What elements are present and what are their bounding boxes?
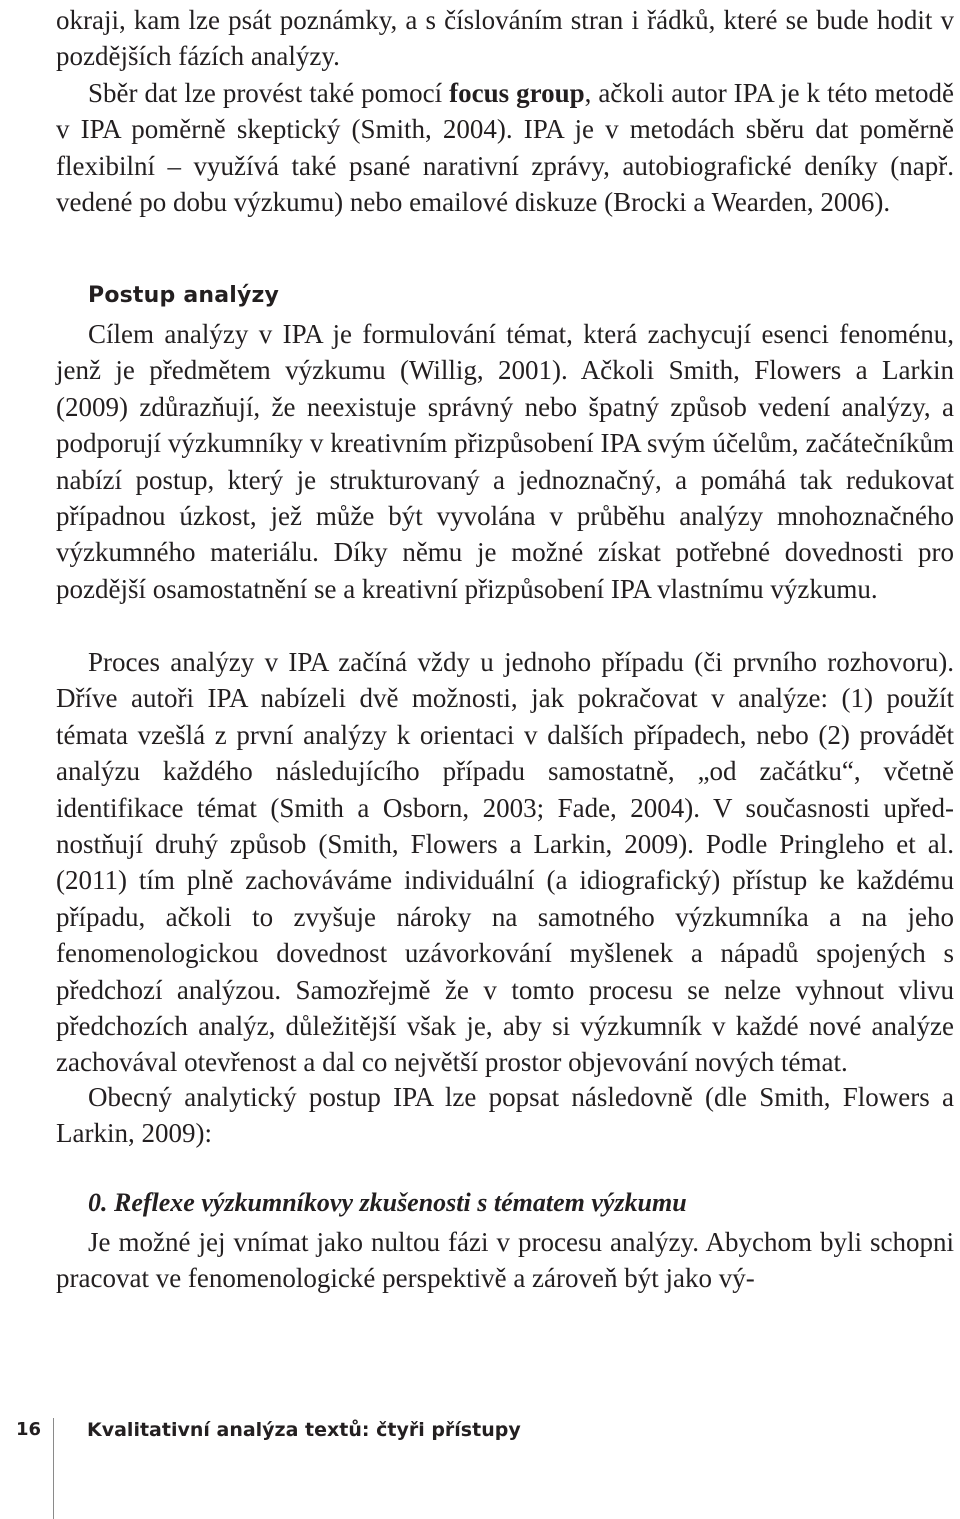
paragraph-6: Je možné jej vnímat jako nultou fázi v procesu analýzy. Abychom byli schopni pracovat ve fenomenologické perspektivě a zároveň být jako vý-	[56, 1227, 954, 1294]
step-zero-heading: 0. Reflexe výzkumníkovy zkušenosti s tématem výzkumu	[88, 1188, 687, 1217]
paragraph-3: Cílem analýzy v IPA je formulování témat, která zachycují esenci fenoménu, jenž je předmětem výzkumu (Willig, 2001). Ačkoli Smith, Flowers a Larkin (2009) zdůrazňují, že neexistuje správný nebo špatný způsob vedení analýzy, a podporují výzkumníky v kreativním přizpůsobení IPA svým účelům, začátečníkům nabízí postup, který je strukturovaný a jednoznačný, a pomáhá tak redukovat případnou úzkost, jež může být vyvolána v průběhu analýzy mnohoznačného výzkumného materiálu. Díky němu je možné získat potřebné dovednosti pro pozdější osamostatnění se a kreativní přizpůsobení IPA vlastnímu výzkumu.	[56, 319, 954, 604]
footer-divider	[53, 1418, 54, 1519]
running-title: Kvalitativní analýza textů: čtyři přístupy	[87, 1419, 521, 1441]
paragraph-analysis-process	[56, 644, 954, 1081]
section-heading: Postup analýzy	[88, 283, 280, 308]
paragraph-2-rest: , ačkoli autor IPA je k této metodě v IPA poměrně skeptický (Smith, 2004). IPA je v metodách sběru dat poměrně flexibilní – využívá také psané narativní zprávy, autobiografické deníky (např. vedené po dobu výzkumu) nebo emailové diskuze (Brocki a Wearden, 2006).	[56, 77, 954, 218]
paragraph-step-zero	[56, 1224, 954, 1297]
paragraph-analysis-goal	[56, 316, 954, 607]
paragraph-general-procedure	[56, 1079, 954, 1152]
paragraph-2	[56, 75, 954, 221]
paragraph-4: Proces analýzy v IPA začíná vždy u jednoho případu (či prvního rozhovoru). Dříve autoři IPA nabízeli dvě možnosti, jak pokračovat v analýze: (1) použít témata vzešlá z první analýzy k orientaci v dalších případech, nebo (2) provádět analýzu každého následujícího případu samostatně, „od začátku“, včetně identifikace témat (Smith a Osborn, 2003; Fade, 2004). V současnosti upřednostňují druhý způsob (Smith, Flowers a Larkin, 2009). Podle Pringleho et al. (2011) tím plně zachováváme individuální (a idiografický) přístup ke každému případu, ačkoli to zvyšuje nároky na samotného výzkumníka a na jeho fenomenologickou dovednost uzávorkování myšlenek a nápadů spojených s předchozí analýzou. Samozřejmě že v tomto procesu se nelze vyhnout vlivu předchozích analýz, důležitější však je, aby si výzkumník v každé nové analýze zachovával otevřenost a dal co největší prostor objevování nových témat.	[56, 647, 954, 1078]
paragraph-data-collection	[56, 75, 954, 221]
paragraph-1: okraji, kam lze psát poznámky, a s číslováním stran i řádků, které se bude hodit v pozdějších fázích analýzy.	[56, 5, 954, 72]
paragraph-5: Obecný analytický postup IPA lze popsat následovně (dle Smith, Flowers a Larkin, 2009):	[56, 1082, 954, 1149]
focus-group-term: focus group	[449, 77, 585, 108]
page-footer	[0, 1418, 960, 1519]
paragraph-continuation	[56, 2, 954, 75]
page-number: 16	[16, 1419, 42, 1440]
paragraph-2-start: Sběr dat lze provést také pomocí	[88, 77, 450, 108]
